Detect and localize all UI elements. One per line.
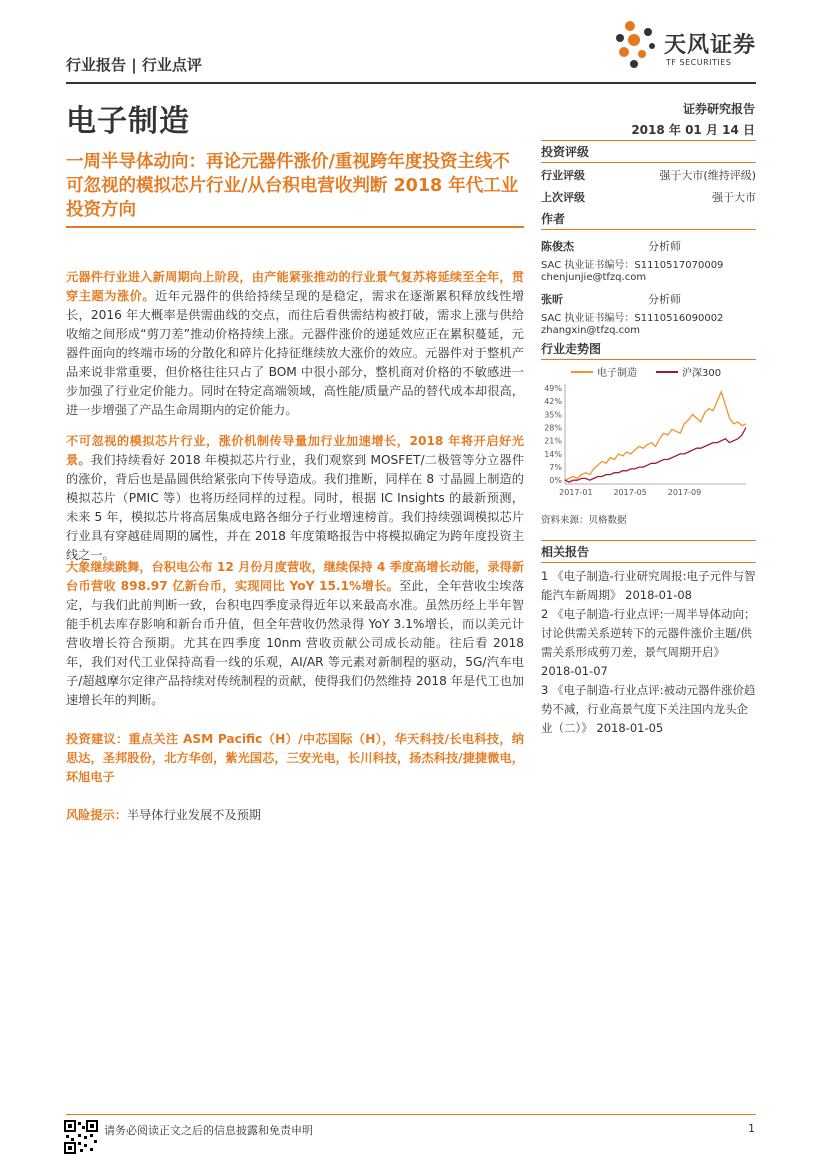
x-tick-label: 2017-01 [559, 488, 593, 497]
y-tick-label: 49% [544, 384, 562, 393]
header-divider [66, 82, 756, 84]
rating-block [541, 140, 756, 205]
risk-warning [66, 806, 524, 825]
x-tick-label: 2017-05 [613, 488, 647, 497]
logo-text-cn: 天风证券 [664, 33, 757, 58]
rating-divider [541, 162, 756, 163]
paragraph-2-lead: 不可忽视的模拟芯片行业，涨价机制传导量加行业加速增长，2018 年将开启好光景。 [66, 434, 524, 467]
report-date: 2018 年 01 月 14 日 [631, 123, 755, 137]
author-1-email[interactable]: chenjunjie@tfzq.com [541, 272, 647, 283]
series-line-2 [565, 428, 746, 483]
related-divider [541, 562, 756, 563]
paragraph-1-text: 近年元器件的供给持续呈现的是稳定，需求在逐渐累积释放线性增长，2016 年大概率是供需曲线的交点，而往后看供需结构被打破，需求上涨与供给收缩之间形成“剪刀差”推动价格持续上涨。元器件涨价的递延效应正在累积蔓延，元器件面向的终端市场的分散化和碎片化持征继续放大涨价的效应。元器件对于整机产品来说非常重要，但价格往往只占了 BOM 中很小部分，整机商对价格的不敏感进一步加强了行业定价能力。同时在特定高端领域，高性能/质量产品的替代成本却很高，进一步增强了产品生命周期内的定价能力。 [66, 289, 525, 417]
author-1-role: 分析师 [648, 240, 681, 253]
author-1-name: 陈俊杰 [541, 240, 574, 253]
paragraph-3-text: 至此，全年营收尘埃落定，与我们此前判断一致，台积电四季度录得近年以来最高水准。虽然历经上半年智能手机去库存影响和新台币升值，但全年营收仍然录得 YoY 3.1%增长，而以美元计营收增长符合预期。尤其在四季度 10nm 营收贡献公司成长动能。往后看 2018 年，我们对代工业保持高看一线的乐观，AI/AR 等元素对新制程的驱动，5G/汽车电子/超越摩尔定律产品持续对传统制程的贡献，使得我们仍然维持 2018 年是代工也加速增长年的判断。 [66, 579, 525, 707]
paragraph-1 [66, 268, 524, 420]
author-1-cert: SAC 执业证书编号：S1110517070009 [541, 260, 724, 271]
related-title: 相关报告 [541, 545, 590, 559]
author-2-role: 分析师 [648, 293, 681, 306]
author-1 [541, 238, 756, 283]
paragraph-2 [66, 432, 524, 565]
footer-divider [66, 1114, 756, 1115]
y-tick-label: 28% [544, 423, 562, 433]
logo-text-en: TF SECURITIES [666, 58, 732, 67]
author-2-name: 张昕 [541, 293, 563, 306]
y-tick-label: 7% [549, 463, 562, 473]
chart-divider [541, 359, 756, 360]
footer-disclaimer: 请务必阅读正文之后的信息披露和免责申明 [104, 1124, 313, 1137]
x-tick-label: 2017-09 [667, 488, 702, 497]
related-item-2[interactable]: 2 《电子制造-行业点评:一周半导体动向；讨论供需关系逆转下的元器件涨价主题/供需关系形成剪刀差，景气周期开启》 2018-01-07 [541, 607, 756, 678]
report-type: 证券研究报告 [682, 102, 755, 116]
y-tick-label: 42% [544, 397, 562, 407]
sector-title: 电子制造 [66, 104, 190, 139]
author-title: 作者 [541, 212, 566, 226]
investment-advice-text: 投资建议：重点关注 ASM Pacific（H）/中芯国际（H），华天科技/长电科技，纳思达，圣邦股份，北方华创，紫光国芯，三安光电，长川科技，扬杰科技/捷捷微电，环旭电子 [66, 732, 524, 784]
related-block [541, 540, 756, 738]
author-divider [541, 229, 756, 230]
rating-title: 投资评级 [541, 145, 590, 159]
related-item-3[interactable]: 3 《电子制造-行业点评:被动元器件涨价趋势不减，行业高景气度下关注国内龙头企业（二）》 2018-01-05 [541, 683, 756, 735]
paragraph-2-text: 我们持续看好 2018 年模拟芯片行业，我们观察到 MOSFET/二极管等分立器件的涨价，背后也是晶圆供给紧张向下传导造成。我们推断，同样在 8 寸晶圆上制造的模拟芯片（PMIC 等）也将历经同样的过程。同时，根据 IC Insights 的最新预测，未来 5 年，模拟芯片将高居集成电路各细分子行业增速榜首。我们持续强调模拟芯片行业具有穿越硅周期的属性，并在 2018 年度策略报告中将模拟确定为跨年度投资主线之一。 [66, 453, 525, 562]
chart-title: 行业走势图 [541, 342, 602, 356]
page-number: 1 [748, 1122, 755, 1135]
rating-top-line [541, 140, 756, 141]
related-top-line [541, 540, 756, 541]
related-item-1[interactable]: 1 《电子制造-行业研究周报:电子元件与智能汽车新周期》 2018-01-08 [541, 569, 756, 602]
author-2-email[interactable]: zhangxin@tfzq.com [541, 325, 641, 336]
author-2-cert: SAC 执业证书编号：S1110516090002 [541, 313, 724, 324]
y-tick-label: 21% [544, 436, 562, 446]
trend-chart [541, 362, 756, 502]
author-block [541, 210, 756, 336]
chart-block [541, 340, 756, 360]
paragraph-1-lead: 元器件行业进入新周期向上阶段，由产能紧张推动的行业景气复苏将延续至全年，贯穿主题为涨价。 [66, 270, 524, 303]
investment-advice [66, 730, 524, 787]
series-line-1 [565, 392, 746, 480]
prev-rating-label: 上次评级 [541, 191, 585, 204]
y-tick-label: 14% [544, 449, 562, 459]
rating-value: 强于大市(维持评级) [659, 169, 756, 182]
risk-text: 半导体行业发展不及预期 [126, 808, 261, 822]
rating-label: 行业评级 [541, 169, 585, 182]
prev-rating-value: 强于大市 [712, 191, 756, 204]
title-underline [66, 226, 524, 228]
paragraph-3-lead: 大象继续跳舞，台积电公布 12 月份月度营收，继续保持 4 季度高增长动能，录得新台币营收 898.97 亿新台币，实现同比 YoY 15.1%增长。 [66, 560, 524, 593]
qr-code-icon [64, 1120, 98, 1154]
chart-source: 资料来源：贝格数据 [541, 515, 627, 526]
author-2 [541, 291, 756, 336]
y-tick-label: 35% [544, 410, 562, 420]
report-title: 一周半导体动向：再论元器件涨价/重视跨年度投资主线不可忽视的模拟芯片行业/从台积电营收判断 2018 年代工业投资方向 [66, 152, 519, 220]
y-tick-label: 0% [549, 476, 562, 486]
legend-label-1: 电子制造 [597, 368, 637, 379]
risk-label: 风险提示： [66, 808, 127, 822]
report-category: 行业报告 | 行业点评 [66, 56, 202, 74]
legend-label-2: 沪深300 [682, 368, 722, 379]
paragraph-3 [66, 558, 524, 710]
